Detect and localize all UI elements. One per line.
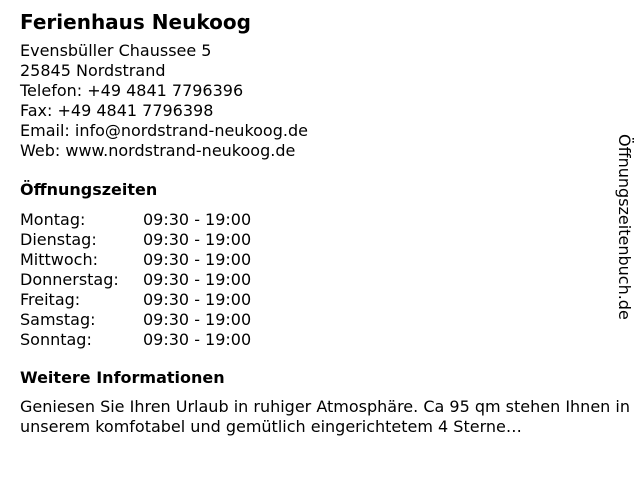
hours-day: Dienstag:: [20, 230, 97, 249]
hours-row: [20, 330, 251, 350]
website-address: Web: www.nordstrand-neukoog.de: [20, 141, 296, 160]
hours-time: 09:30 - 19:00: [143, 270, 252, 289]
hours-row: [20, 230, 251, 250]
hours-row: [20, 210, 251, 230]
phone-number: Telefon: +49 4841 7796396: [20, 81, 244, 100]
hours-day: Sonntag:: [20, 330, 92, 349]
hours-row: [20, 270, 251, 290]
more-info-text: Geniesen Sie Ihren Urlaub in ruhiger Atmosphäre. Ca 95 qm stehen Ihnen in unserem komfotabel und gemütlich eingerichtetem 4 Sterne…: [20, 397, 630, 436]
hours-time: 09:30 - 19:00: [143, 210, 252, 229]
hours-day: Montag:: [20, 210, 86, 229]
hours-time: 09:30 - 19:00: [143, 310, 252, 329]
opening-hours-table: [20, 210, 251, 350]
hours-time: 09:30 - 19:00: [143, 290, 252, 309]
hours-day: Samstag:: [20, 310, 96, 329]
hours-day: Mittwoch:: [20, 250, 98, 269]
business-name: Ferienhaus Neukoog: [20, 10, 251, 34]
fax-number: Fax: +49 4841 7796398: [20, 101, 214, 120]
hours-row: [20, 290, 251, 310]
hours-time: 09:30 - 19:00: [143, 330, 252, 349]
site-watermark: Öffnungszeitenbuch.de: [615, 134, 634, 320]
more-info-heading: Weitere Informationen: [20, 368, 225, 387]
hours-day: Donnerstag:: [20, 270, 119, 289]
hours-day: Freitag:: [20, 290, 81, 309]
hours-time: 09:30 - 19:00: [143, 250, 252, 269]
email-address: Email: info@nordstrand-neukoog.de: [20, 121, 308, 140]
city-address: 25845 Nordstrand: [20, 61, 166, 80]
hours-time: 09:30 - 19:00: [143, 230, 252, 249]
street-address: Evensbüller Chaussee 5: [20, 41, 212, 60]
hours-row: [20, 310, 251, 330]
opening-hours-heading: Öffnungszeiten: [20, 180, 158, 199]
address-block: [20, 41, 620, 161]
hours-row: [20, 250, 251, 270]
